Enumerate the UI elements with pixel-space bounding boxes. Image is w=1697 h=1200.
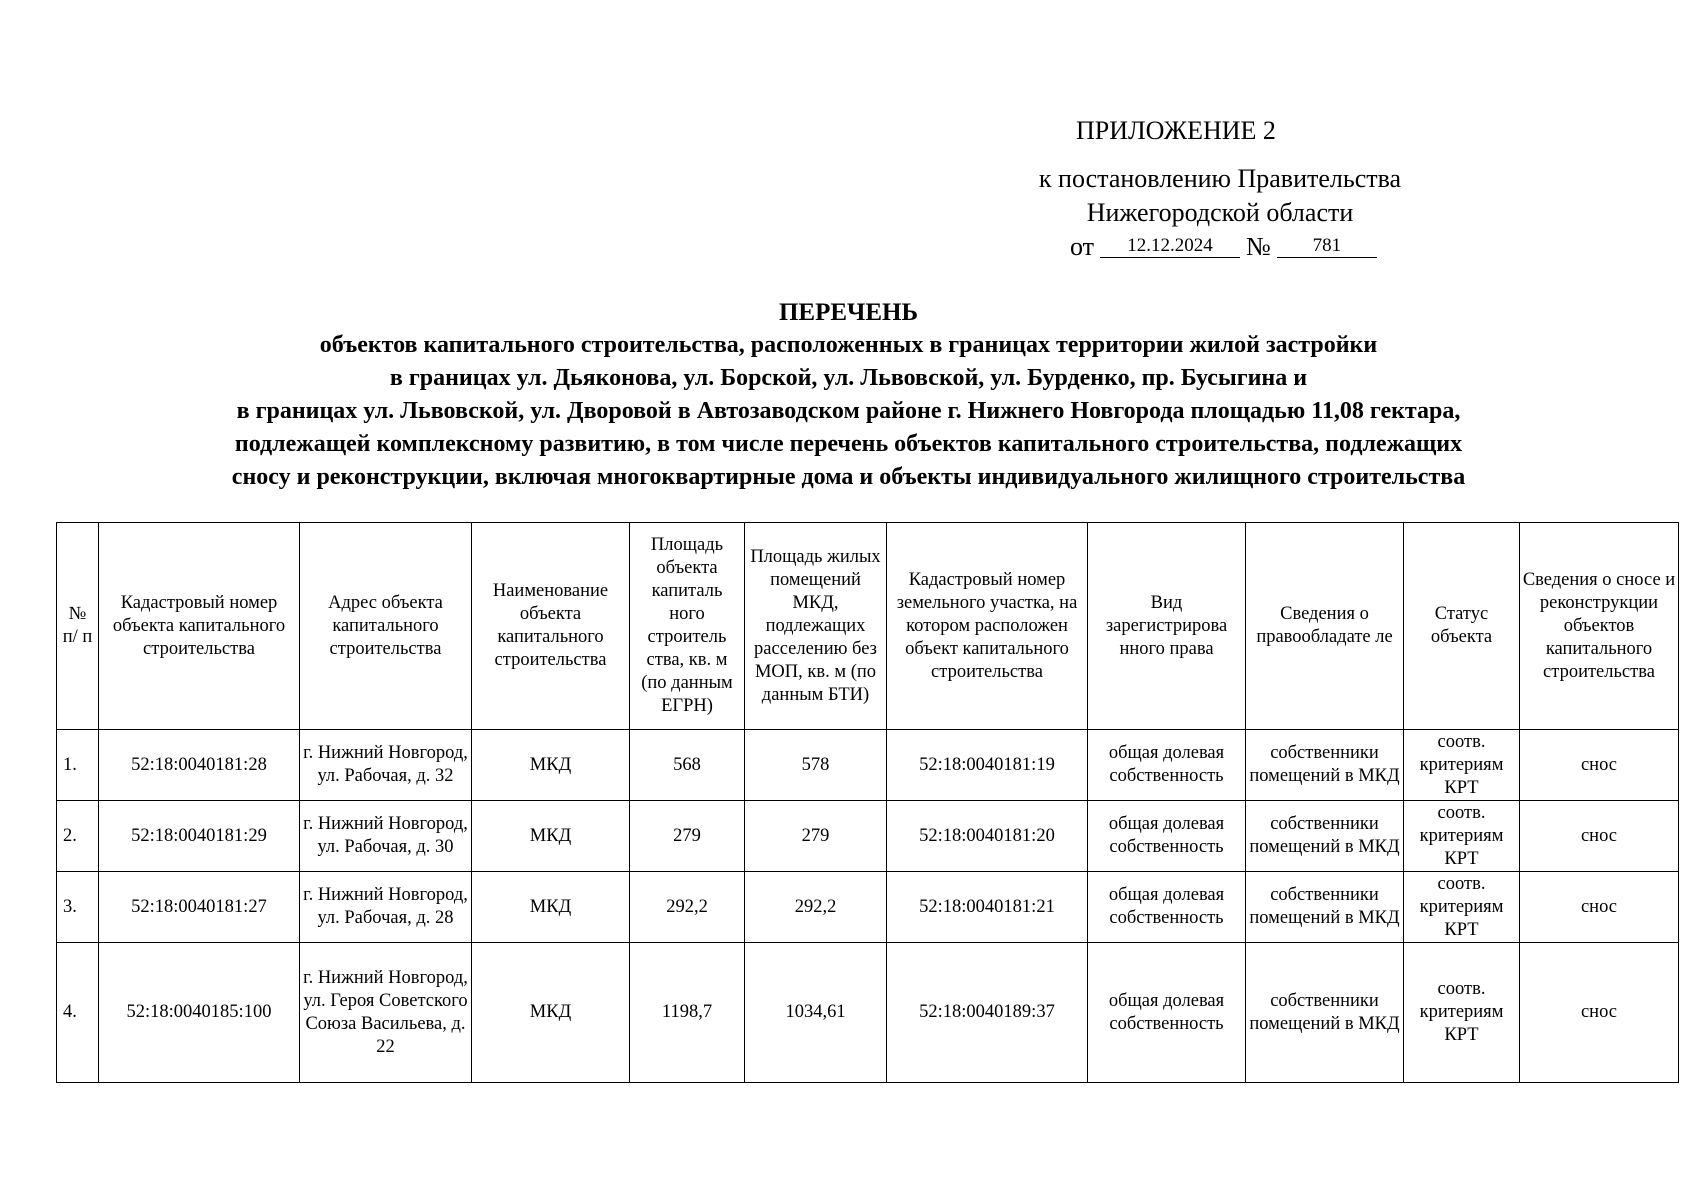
cell-owner: собственники помещений в МКД — [1246, 730, 1404, 801]
cell-status: соотв. критериям КРТ — [1404, 801, 1520, 872]
header-owner: Сведения о правообладате ле — [1246, 523, 1404, 730]
cell-land-cadastral: 52:18:0040181:19 — [887, 730, 1088, 801]
document-heading — [0, 296, 1697, 494]
header-number: № п/ п — [57, 523, 99, 730]
table-row — [57, 872, 1679, 943]
table-header-row — [57, 523, 1679, 730]
cell-owner: собственники помещений в МКД — [1246, 872, 1404, 943]
cell-cadastral: 52:18:0040181:27 — [99, 872, 300, 943]
cell-name: МКД — [472, 801, 630, 872]
cell-owner: собственники помещений в МКД — [1246, 801, 1404, 872]
cell-status: соотв. критериям КРТ — [1404, 943, 1520, 1083]
cell-area-egrn: 1198,7 — [630, 943, 745, 1083]
header-status: Статус объекта — [1404, 523, 1520, 730]
appendix-region-line: Нижегородской области — [1086, 198, 1354, 227]
cell-cadastral: 52:18:0040181:28 — [99, 730, 300, 801]
table-row — [57, 801, 1679, 872]
cell-name: МКД — [472, 872, 630, 943]
cell-status: соотв. критериям КРТ — [1404, 872, 1520, 943]
cell-area-bti: 578 — [745, 730, 887, 801]
cell-demolition: снос — [1520, 943, 1679, 1083]
cell-status: соотв. критериям КРТ — [1404, 730, 1520, 801]
cell-demolition: снос — [1520, 730, 1679, 801]
heading-line: сносу и реконструкции, включая многоквартирные дома и объекты индивидуального жилищного строительства — [231, 464, 1466, 490]
cell-area-bti: 292,2 — [745, 872, 887, 943]
appendix-date-line — [1070, 232, 1510, 262]
cell-land-cadastral: 52:18:0040181:20 — [887, 801, 1088, 872]
header-address: Адрес объекта капитального строительства — [300, 523, 472, 730]
heading-line: объектов капитального строительства, расположенных в границах территории жилой застройки — [319, 332, 1378, 358]
header-object-name: Наименование объекта капитального строительства — [472, 523, 630, 730]
cell-cadastral: 52:18:0040185:100 — [99, 943, 300, 1083]
cell-demolition: снос — [1520, 801, 1679, 872]
heading-line: подлежащей комплексному развитию, в том числе перечень объектов капитального строительства, подлежащих — [234, 431, 1463, 457]
header-cadastral-number: Кадастровый номер объекта капитального строительства — [99, 523, 300, 730]
header-right-type: Вид зарегистрирова нного права — [1088, 523, 1246, 730]
table-row — [57, 730, 1679, 801]
cell-address: г. Нижний Новгород, ул. Героя Советского Союза Васильева, д. 22 — [300, 943, 472, 1083]
cell-number: 4. — [57, 943, 99, 1083]
cell-address: г. Нижний Новгород, ул. Рабочая, д. 30 — [300, 801, 472, 872]
cell-right: общая долевая собственность — [1088, 730, 1246, 801]
cell-address: г. Нижний Новгород, ул. Рабочая, д. 28 — [300, 872, 472, 943]
cell-demolition: снос — [1520, 872, 1679, 943]
cell-land-cadastral: 52:18:0040181:21 — [887, 872, 1088, 943]
cell-right: общая долевая собственность — [1088, 801, 1246, 872]
cell-address: г. Нижний Новгород, ул. Рабочая, д. 32 — [300, 730, 472, 801]
date-prefix: от — [1070, 232, 1095, 261]
cell-name: МКД — [472, 943, 630, 1083]
header-area-bti: Площадь жилых помещений МКД, подлежащих расселению без МОП, кв. м (по данным БТИ) — [745, 523, 887, 730]
cell-owner: собственники помещений в МКД — [1246, 943, 1404, 1083]
resolution-date: 12.12.2024 — [1100, 235, 1240, 258]
cell-land-cadastral: 52:18:0040189:37 — [887, 943, 1088, 1083]
objects-table — [56, 522, 1679, 1083]
cell-area-bti: 1034,61 — [745, 943, 887, 1083]
table-row — [57, 943, 1679, 1083]
heading-line: в границах ул. Львовской, ул. Дворовой в Автозаводском районе г. Нижнего Новгорода площадью 11,08 гектара, — [236, 398, 1461, 424]
appendix-title: ПРИЛОЖЕНИЕ 2 — [1076, 116, 1276, 145]
resolution-number: 781 — [1277, 235, 1377, 258]
cell-right: общая долевая собственность — [1088, 943, 1246, 1083]
cell-number: 2. — [57, 801, 99, 872]
cell-area-bti: 279 — [745, 801, 887, 872]
cell-cadastral: 52:18:0040181:29 — [99, 801, 300, 872]
cell-name: МКД — [472, 730, 630, 801]
cell-number: 1. — [57, 730, 99, 801]
header-land-cadastral: Кадастровый номер земельного участка, на котором расположен объект капитального строительства — [887, 523, 1088, 730]
cell-area-egrn: 292,2 — [630, 872, 745, 943]
heading-line: в границах ул. Дьяконова, ул. Борской, ул. Львовской, ул. Бурденко, пр. Бусыгина и — [389, 365, 1308, 391]
heading-title: ПЕРЕЧЕНЬ — [778, 299, 919, 326]
header-area-egrn: Площадь объекта капиталь ного строитель ства, кв. м (по данным ЕГРН) — [630, 523, 745, 730]
cell-area-egrn: 279 — [630, 801, 745, 872]
cell-number: 3. — [57, 872, 99, 943]
cell-area-egrn: 568 — [630, 730, 745, 801]
cell-right: общая долевая собственность — [1088, 872, 1246, 943]
appendix-resolution-line: к постановлению Правительства — [1038, 164, 1402, 193]
header-demolition: Сведения о сносе и реконструкции объектов капитального строительства — [1520, 523, 1679, 730]
number-sign: № — [1246, 232, 1271, 261]
